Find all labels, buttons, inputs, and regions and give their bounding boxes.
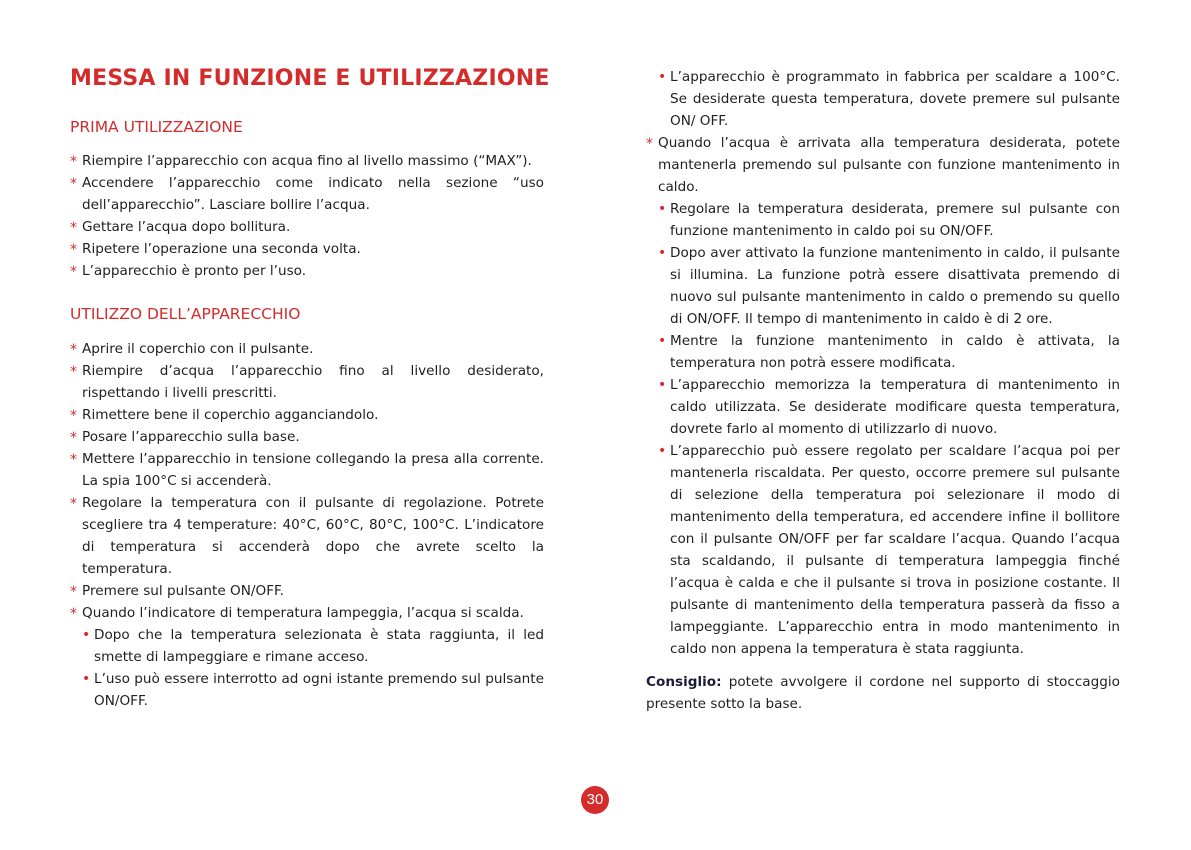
sub-list-item: • Dopo aver attivato la funzione mantenimento in caldo, il pulsante si illumina. La funzione potrà essere disattivata premendo di nuovo sul pulsante mantenimento in caldo o premendo su quello di ON/OFF. Il tempo di mantenimento in caldo è di 2 ore. xyxy=(646,242,1120,330)
list-item: * Ripetere l’operazione una seconda volta. xyxy=(70,238,544,260)
section-heading-prima-utilizzazione: PRIMA UTILIZZAZIONE xyxy=(70,118,243,136)
list-item: * Posare l’apparecchio sulla base. xyxy=(70,426,544,448)
list-item: * Quando l’indicatore di temperatura lampeggia, l’acqua si scalda. xyxy=(70,602,544,624)
sub-list-item: • Mentre la funzione mantenimento in caldo è attivata, la temperatura non potrà essere modificata. xyxy=(646,330,1120,374)
sub-list-item: • Regolare la temperatura desiderata, premere sul pulsante con funzione mantenimento in caldo poi su ON/OFF. xyxy=(646,198,1120,242)
section-heading-utilizzo: UTILIZZO DELL’APPARECCHIO xyxy=(70,305,301,323)
tip-label: Consiglio: xyxy=(646,674,722,690)
list-item: * Riempire l’apparecchio con acqua fino al livello massimo (“MAX”). xyxy=(70,150,544,172)
list-item: * Regolare la temperatura con il pulsante di regolazione. Potrete scegliere tra 4 temperature: 40°C, 60°C, 80°C, 100°C. L’indicatore di temperatura si accenderà dopo che avrete scelto la temperatura. xyxy=(70,492,544,580)
page-number-badge: 30 xyxy=(581,786,609,814)
list-item: * Mettere l’apparecchio in tensione collegando la presa alla corrente. La spia 100°C si accenderà. xyxy=(70,448,544,492)
list-right xyxy=(646,66,1120,660)
page-title: MESSA IN FUNZIONE E UTILIZZAZIONE xyxy=(70,66,550,91)
list-item: * Quando l’acqua è arrivata alla temperatura desiderata, potete mantenerla premendo sul pulsante con funzione mantenimento in caldo. xyxy=(646,132,1120,198)
list-item: * Accendere l’apparecchio come indicato nella sezione “uso dell’apparecchio”. Lasciare bollire l’acqua. xyxy=(70,172,544,216)
list-prima-utilizzazione xyxy=(70,150,544,282)
list-item: * L’apparecchio è pronto per l’uso. xyxy=(70,260,544,282)
list-item: * Rimettere bene il coperchio agganciandolo. xyxy=(70,404,544,426)
sub-list-item: • L’apparecchio memorizza la temperatura di mantenimento in caldo utilizzata. Se desiderate modificare questa temperatura, dovrete farlo al momento di utilizzarlo di nuovo. xyxy=(646,374,1120,440)
tip-paragraph xyxy=(646,671,1120,715)
list-item: * Premere sul pulsante ON/OFF. xyxy=(70,580,544,602)
list-item: * Riempire d’acqua l’apparecchio fino al livello desiderato, rispettando i livelli prescritti. xyxy=(70,360,544,404)
list-item: * Aprire il coperchio con il pulsante. xyxy=(70,338,544,360)
sub-list-item: • L’apparecchio è programmato in fabbrica per scaldare a 100°C. Se desiderate questa temperatura, dovete premere sul pulsante ON/ OFF. xyxy=(646,66,1120,132)
tip-text: potete avvolgere il cordone nel supporto di stoccaggio presente sotto la base. xyxy=(646,674,1120,712)
list-item: * Gettare l’acqua dopo bollitura. xyxy=(70,216,544,238)
list-utilizzo xyxy=(70,338,544,712)
sub-list-item: • L’uso può essere interrotto ad ogni istante premendo sul pulsante ON/OFF. xyxy=(70,668,544,712)
sub-list-item: • L’apparecchio può essere regolato per scaldare l’acqua poi per mantenerla riscaldata. Per questo, occorre premere sul pulsante di selezione della temperatura poi selezionare il modo di mantenimento della temperatura, ed accendere infine il bollitore con il pulsante ON/OFF per far scaldare l’acqua. Quando l’acqua sta scaldando, il pulsante di temperatura lampeggia finché l’acqua è calda e che il pulsante si trova in posizione costante. Il pulsante di mantenimento della temperatura passerà da fisso a lampeggiante. L’apparecchio entra in modo mantenimento in caldo non appena la temperatura è stata raggiunta. xyxy=(646,440,1120,660)
sub-list-item: • Dopo che la temperatura selezionata è stata raggiunta, il led smette di lampeggiare e rimane acceso. xyxy=(70,624,544,668)
